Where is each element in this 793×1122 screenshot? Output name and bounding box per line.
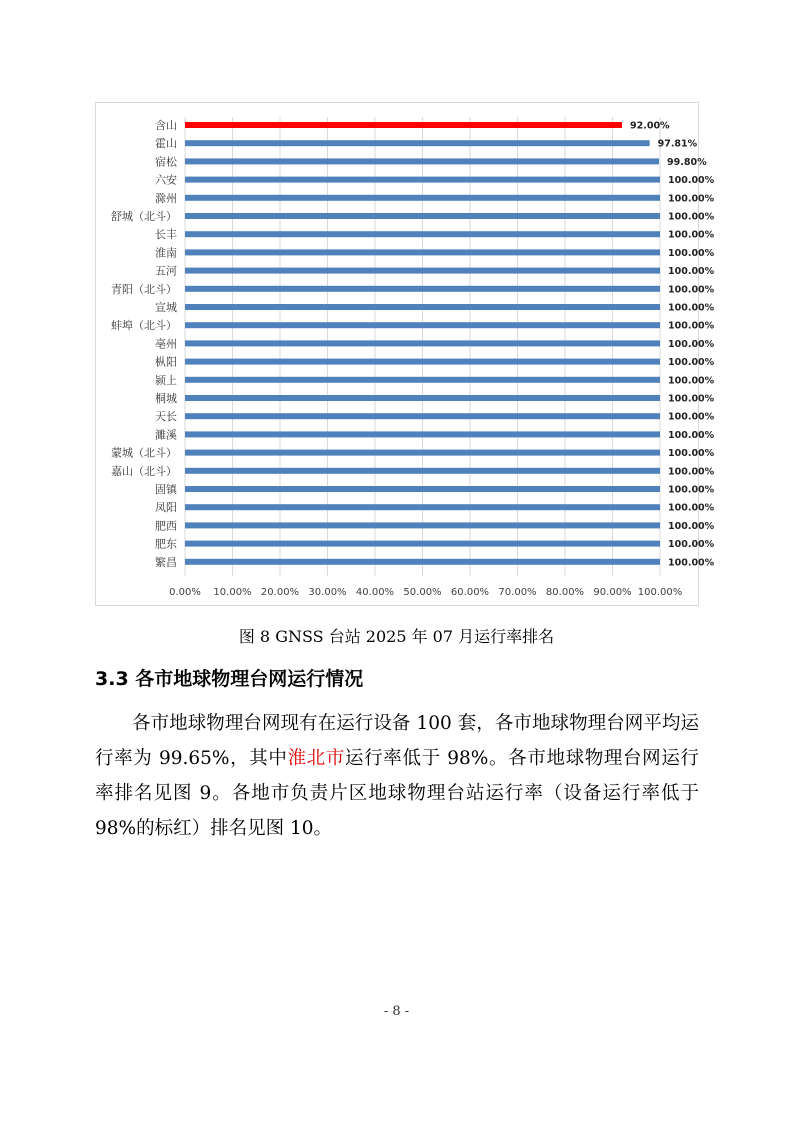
data-label: 99.80%: [667, 156, 707, 168]
paragraph-text-2: 运行率低于 98%。各市地球物理台网运行率排名见图 9。各地市负责片区地球物理台站运行率（设备运行率低于 98%的标红）排名见图 10。: [95, 748, 699, 839]
data-label: 100.00%: [668, 502, 715, 514]
bar: [185, 504, 660, 510]
figure-caption: 图 8 GNSS 台站 2025 年 07 月运行率排名: [238, 627, 555, 646]
bar: [185, 322, 660, 328]
data-label: 100.00%: [668, 557, 715, 569]
category-label: 亳州: [155, 337, 177, 351]
x-tick-label: 50.00%: [403, 587, 442, 598]
x-tick-label: 20.00%: [260, 587, 300, 598]
category-label: 固镇: [155, 483, 177, 496]
data-label: 100.00%: [668, 448, 715, 460]
data-label: 100.00%: [668, 266, 715, 278]
category-label: 滁州: [155, 191, 177, 205]
data-label: 100.00%: [668, 229, 715, 241]
category-label: 宿松: [155, 155, 177, 169]
bar: [185, 450, 660, 456]
bar: [185, 249, 660, 255]
bar: [185, 559, 660, 565]
data-label: 100.00%: [668, 284, 715, 296]
data-label: 100.00%: [668, 247, 715, 259]
section-heading: 3.3 各市地球物理台网运行情况: [95, 668, 364, 690]
data-label: 100.00%: [668, 466, 715, 478]
x-tick-label: 0.00%: [169, 587, 201, 598]
bar: [185, 304, 660, 310]
page-number: - 8 -: [383, 1004, 410, 1019]
bar: [185, 431, 660, 437]
category-label: 蒙城（北斗）: [111, 446, 177, 460]
bar: [185, 359, 660, 365]
category-label: 蚌埠（北斗）: [111, 319, 177, 333]
bar: [185, 231, 660, 237]
data-label: 92.00%: [630, 120, 670, 132]
bar: [185, 340, 660, 346]
category-label: 青阳（北斗）: [111, 282, 177, 296]
category-label: 肥西: [155, 519, 177, 533]
x-tick-label: 60.00%: [450, 587, 490, 598]
category-label: 淮南: [155, 246, 177, 260]
category-label: 繁昌: [155, 555, 177, 569]
bar: [185, 213, 660, 219]
bar: [185, 541, 660, 547]
x-tick-label: 40.00%: [355, 587, 395, 598]
bar: [185, 140, 650, 146]
bar: [185, 122, 622, 128]
bar: [185, 377, 660, 383]
bar: [185, 195, 660, 201]
data-label: 100.00%: [668, 520, 715, 532]
bar-chart: [95, 102, 715, 606]
bar: [185, 158, 659, 164]
category-label: 霍山: [155, 137, 177, 151]
category-label: 六安: [155, 173, 177, 187]
bar: [185, 268, 660, 274]
data-label: 100.00%: [668, 484, 715, 496]
data-label: 100.00%: [668, 211, 715, 223]
data-label: 100.00%: [668, 175, 715, 187]
data-label: 100.00%: [668, 411, 715, 423]
category-label: 濉溪: [155, 428, 177, 442]
data-label: 100.00%: [668, 338, 715, 350]
category-label: 嘉山（北斗）: [111, 464, 177, 478]
data-label: 100.00%: [668, 357, 715, 369]
category-label: 舒城（北斗）: [111, 210, 177, 223]
bar: [185, 486, 660, 492]
data-label: 97.81%: [657, 138, 698, 150]
bar: [185, 286, 660, 292]
x-tick-label: 80.00%: [545, 587, 585, 598]
category-label: 含山: [155, 119, 177, 132]
data-label: 100.00%: [668, 302, 715, 314]
x-tick-label: 90.00%: [593, 587, 632, 598]
category-label: 天长: [155, 410, 177, 424]
bar: [185, 522, 660, 528]
data-label: 100.00%: [668, 393, 715, 405]
category-label: 凤阳: [155, 501, 177, 515]
body-paragraph: [95, 706, 699, 846]
data-label: 100.00%: [668, 320, 715, 332]
paragraph-highlight-city: 淮北市: [287, 748, 346, 769]
data-label: 100.00%: [668, 429, 715, 441]
category-label: 枞阳: [155, 355, 177, 369]
category-label: 长丰: [155, 228, 177, 242]
data-label: 100.00%: [668, 193, 715, 205]
bar: [185, 177, 660, 183]
data-label: 100.00%: [668, 375, 715, 387]
bar-chart-svg: [96, 103, 715, 607]
category-label: 宣城: [155, 301, 177, 314]
data-label: 100.00%: [668, 539, 715, 551]
category-label: 五河: [155, 264, 177, 278]
bar: [185, 395, 660, 401]
x-tick-label: 30.00%: [308, 587, 347, 598]
category-label: 肥东: [155, 537, 177, 551]
x-tick-label: 70.00%: [498, 587, 537, 598]
x-tick-label: 10.00%: [213, 587, 252, 598]
category-label: 桐城: [155, 392, 177, 405]
x-tick-label: 100.00%: [637, 587, 683, 598]
bar: [185, 413, 660, 419]
paragraph-text-1: 各市地球物理台网现有在运行设备 100 套，各市地球物理台网平均运行率为 99.65%，其中: [95, 713, 699, 769]
category-label: 颍上: [155, 373, 177, 387]
bar: [185, 468, 660, 474]
